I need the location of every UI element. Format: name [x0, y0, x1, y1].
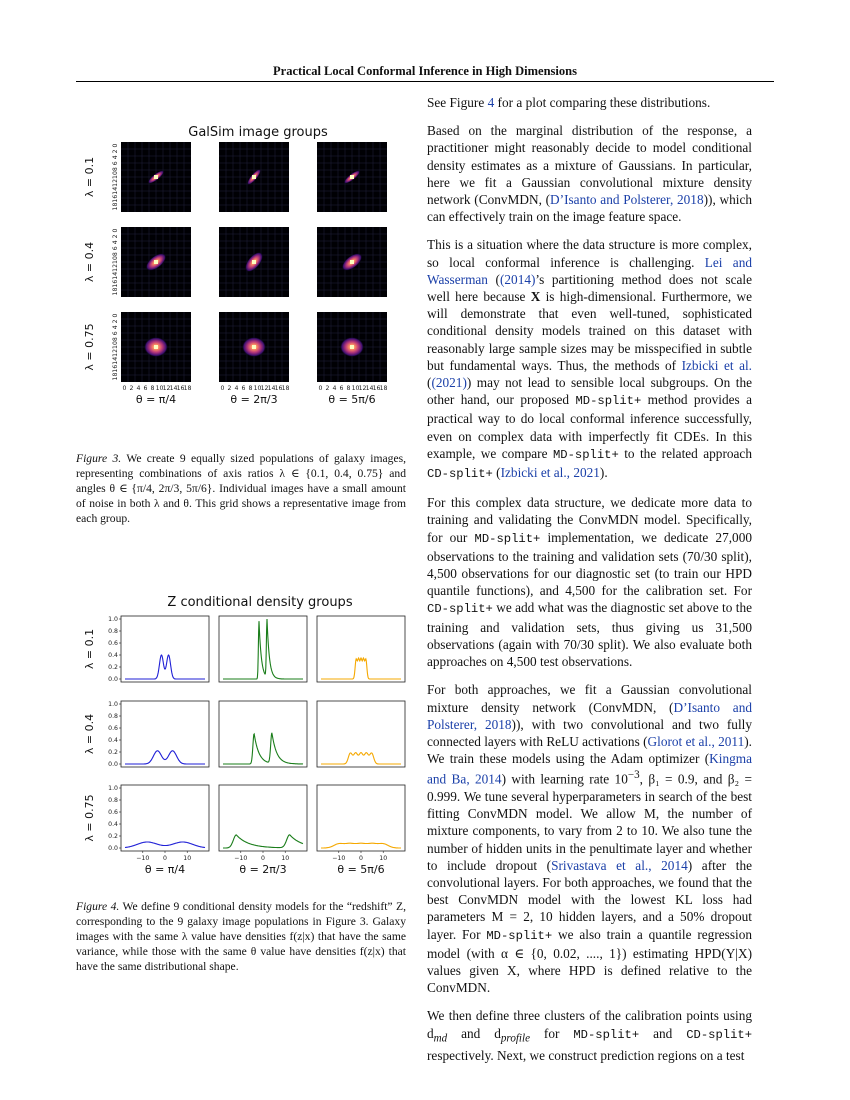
text: For this complex data structure, we dedicate more data to training and validating the ConvMDN model. Specifically, for our: [427, 495, 752, 545]
y-tick-label: 0.2: [108, 664, 118, 671]
x-tick-label: 8: [248, 385, 253, 392]
citation-lei-wasserman-year[interactable]: (2014): [499, 271, 536, 287]
x-tick-label: 10: [183, 855, 192, 862]
text: ) after the convolutional layers. For both approaches, we found that the best ConvMDN model with the lowest KL loss had parameters M = 2, 10 hidden layers, and a 50% dropout layer. For: [427, 857, 753, 942]
x-tick-label: 10: [281, 855, 290, 862]
y-tick-label: 0.8: [108, 797, 118, 804]
text: )), with two convolutional and two fully connected layers with ReLU activations (: [427, 716, 752, 749]
density-panel: [317, 616, 405, 682]
md-split: MD-split+: [474, 531, 541, 546]
bold-x: X: [530, 289, 541, 305]
row-label-lambda: λ = 0.75: [83, 323, 96, 371]
text: is high-dimensional. Furthermore, we will demonstrate that even well-tuned, sophisticated conditional density models trained on this dataset with reasonably large sample sizes may be misspecified in subtle but fundamental ways. Thus, the methods of: [427, 289, 752, 373]
paragraph-4: [427, 494, 752, 670]
x-tick-label: 4: [332, 385, 337, 392]
x-tick-label: 10: [253, 385, 262, 392]
text: for a plot comparing these distributions.: [494, 95, 711, 110]
x-tick-label: 4: [136, 385, 141, 392]
subscript: profile: [500, 1032, 531, 1045]
text: and: [639, 1025, 687, 1041]
text: See Figure: [427, 95, 488, 110]
x-tick-label: 0: [163, 855, 167, 862]
text: we also train a quantile regression model (with α ∈ {0, 0.02, ...., 1}) estimating HPD(Y|X) values given X, where HPD is defined relative to the ConvMDN.: [427, 926, 752, 996]
exponent: −3: [627, 769, 640, 782]
paragraph-5: [427, 681, 752, 996]
galaxy-core: [252, 260, 256, 264]
citation-izbicki[interactable]: Izbicki et al.: [681, 357, 752, 373]
galaxy-core: [350, 345, 354, 349]
citation-disanto-2018[interactable]: D’Isanto and Polsterer, 2018: [550, 192, 704, 208]
y-tick-label: 0.2: [108, 749, 118, 756]
citation-kingma-ba-2014[interactable]: Kingma and Ba, 2014: [427, 751, 752, 787]
x-tick-label: −10: [234, 855, 248, 862]
density-panel: [121, 785, 209, 851]
row-label-lambda: λ = 0.4: [83, 241, 96, 283]
text: For both approaches, we fit a Gaussian convolutional mixture density network (ConvMDN, (: [427, 682, 752, 715]
y-tick-label: 0.4: [108, 737, 118, 744]
x-tick-label: 18: [281, 385, 290, 392]
text: We then define three clusters of the calibration points using d: [427, 1008, 752, 1041]
y-tick-label: 0.6: [108, 725, 118, 732]
x-tick-label: 10: [379, 855, 388, 862]
x-tick-label: 0: [318, 385, 323, 392]
x-tick-label: 2: [325, 385, 330, 392]
text: implementation, we dedicate 27,000 observations to the training and validation sets (70/30 split), 4,500 observations for our diagnostic set (to train our HPD quantile functions), and 4,500 for the calibration set. For: [427, 529, 752, 599]
x-tick-label: 18: [183, 385, 192, 392]
y-tick-labels: 18161412108 6 4 2 0: [112, 143, 119, 211]
galaxy-core: [252, 345, 256, 349]
citation-izbicki-year[interactable]: (2021): [431, 375, 467, 391]
galaxy-core: [350, 260, 354, 264]
y-tick-labels: 18161412108 6 4 2 0: [112, 313, 119, 381]
x-tick-label: 18: [379, 385, 388, 392]
citation-srivastava-2014[interactable]: Srivastava et al., 2014: [551, 857, 688, 873]
row-label-lambda: λ = 0.75: [83, 794, 96, 842]
text: ) with learning rate 10: [501, 771, 628, 787]
y-tick-labels: 18161412108 6 4 2 0: [112, 228, 119, 296]
x-tick-label: 12: [358, 385, 367, 392]
text: and d: [447, 1025, 501, 1041]
running-title: Practical Local Conformal Inference in High Dimensions: [273, 64, 577, 78]
col-label-theta: θ = π/4: [144, 863, 186, 876]
text: ).: [599, 465, 608, 481]
header-rule: [76, 81, 774, 82]
col-label-theta: θ = π/4: [135, 393, 177, 406]
right-column: [427, 94, 752, 1076]
y-tick-label: 0.0: [108, 761, 118, 768]
x-tick-label: 0: [122, 385, 127, 392]
md-split: MD-split+: [486, 928, 553, 943]
density-panel: [317, 785, 405, 851]
md-split: MD-split+: [552, 447, 619, 462]
x-tick-label: 6: [143, 385, 148, 392]
text: )), which can effectively train on the image feature space.: [427, 192, 752, 225]
y-tick-label: 1.0: [108, 785, 118, 792]
y-tick-label: 0.0: [108, 676, 118, 683]
text: may not lead to sensible local subgroups. On the other hand, our proposed: [427, 375, 752, 408]
y-tick-label: 0.8: [108, 628, 118, 635]
text: ). We train these models using the Adam optimizer (: [427, 733, 752, 767]
x-tick-label: 16: [372, 385, 381, 392]
y-tick-label: 0.0: [108, 845, 118, 852]
x-tick-label: 8: [150, 385, 155, 392]
text: we add what was the diagnostic set above to the training and validation sets, thus giving us 31,500 observations (again with 70/30 split). We also evaluate both approaches on 4,500 test observations.: [427, 600, 752, 670]
paragraph-2: [427, 122, 752, 225]
figure-4-caption-lead: Figure 4.: [76, 900, 120, 913]
x-tick-label: 12: [162, 385, 171, 392]
y-tick-label: 0.4: [108, 821, 118, 828]
x-tick-label: 0: [359, 855, 363, 862]
x-tick-label: 10: [155, 385, 164, 392]
x-tick-label: 14: [169, 385, 178, 392]
density-panel: [121, 616, 209, 682]
y-tick-label: 1.0: [108, 701, 118, 708]
col-label-theta: θ = 2π/3: [239, 863, 287, 876]
galaxy-core: [252, 175, 256, 179]
figure-3-title: GalSim image groups: [188, 125, 328, 140]
x-tick-label: −10: [136, 855, 150, 862]
citation-lei-wasserman[interactable]: Lei and Wasserman: [427, 254, 752, 287]
y-tick-label: 0.6: [108, 640, 118, 647]
text: This is a situation where the data structure is more complex, so local conformal inference is challenging.: [427, 237, 752, 270]
x-tick-label: 6: [339, 385, 344, 392]
figure-4-link[interactable]: 4: [487, 95, 495, 110]
text: to the related approach: [618, 445, 752, 461]
x-tick-label: 0: [220, 385, 225, 392]
cd-split: CD-split+: [686, 1027, 753, 1042]
galaxy-core: [154, 260, 158, 264]
x-tick-label: 14: [267, 385, 276, 392]
galaxy-core: [154, 175, 158, 179]
citation-disanto-2018[interactable]: D’Isanto and Polsterer, 2018: [427, 699, 752, 732]
md-split: MD-split+: [575, 394, 642, 409]
density-panel: [317, 701, 405, 767]
x-tick-label: −10: [332, 855, 346, 862]
subscript: md: [433, 1032, 448, 1045]
figure-3-caption-text: We create 9 equally sized populations of galaxy images, representing combinations of axis ratios λ ∈ {0.1, 0.4, 0.75} and angles θ ∈ {π/4, 2π/3, 5π/6}. Individual images have a small amount of noise in both λ and θ. This grid shows a representative image from each group.: [76, 452, 406, 525]
x-tick-label: 2: [227, 385, 232, 392]
y-tick-label: 0.6: [108, 809, 118, 816]
x-tick-label: 8: [346, 385, 351, 392]
y-tick-label: 0.2: [108, 833, 118, 840]
y-tick-label: 1.0: [108, 616, 118, 623]
citation-izbicki-2021[interactable]: Izbicki et al., 2021: [500, 465, 600, 481]
galaxy-core: [154, 345, 158, 349]
x-tick-label: 12: [260, 385, 269, 392]
text: ’s partitioning method does not scale well here because: [427, 271, 752, 305]
text: for: [530, 1025, 574, 1041]
figure-4-caption: [76, 899, 406, 974]
text: Based on the marginal distribution of the response, a practitioner might reasonably decide to model conditional density estimates as a mixture of Gaussians. In particular, here we fit a Gaussian convolutional mixture density network (ConvMDN, (: [427, 123, 752, 208]
row-label-lambda: λ = 0.1: [83, 628, 96, 670]
galaxy-core: [350, 175, 354, 179]
density-panel: [121, 701, 209, 767]
paragraph-1: [427, 94, 752, 111]
figure-4-caption-text: We define 9 conditional density models for the “redshift” Z, corresponding to the 9 galaxy image populations in Figure 3. Galaxy images with the same λ value have densities f(z|x) that have the same variance, while those with the same θ value have densities f(z|x) that have the same distributional shape.: [76, 900, 406, 973]
x-tick-label: 4: [234, 385, 239, 392]
col-label-theta: θ = 5π/6: [328, 393, 376, 406]
text: (: [492, 465, 501, 481]
density-panel: [219, 785, 307, 851]
x-tick-label: 16: [176, 385, 185, 392]
cd-split: CD-split+: [427, 602, 493, 617]
left-column: [76, 90, 406, 974]
figure-3-caption-lead: Figure 3.: [76, 452, 122, 465]
cd-split: CD-split+: [427, 467, 493, 482]
density-panel: [219, 616, 307, 682]
row-label-lambda: λ = 0.4: [83, 713, 96, 755]
figure-3-caption: [76, 451, 406, 526]
density-panel: [219, 701, 307, 767]
x-tick-label: 0: [261, 855, 265, 862]
text: , β₁ = 0.9, and β₂ = 0.999. We tune several hyperparameters in search of the best fitting ConvMDN model. We allow M, the number of mixture components, to vary from 2 to 10. We also tune the number of hidden units in the penultimate layer and whether to include dropout (: [427, 771, 752, 873]
paragraph-6: [427, 1007, 752, 1064]
x-tick-label: 16: [274, 385, 283, 392]
md-split: MD-split+: [573, 1027, 640, 1042]
citation-glorot-2011[interactable]: Glorot et al., 2011: [647, 733, 745, 749]
figure-4-density-grid: [76, 570, 406, 876]
figure-3-galsim-grid: [76, 90, 406, 410]
y-tick-label: 0.4: [108, 652, 118, 659]
col-label-theta: θ = 2π/3: [230, 393, 278, 406]
text: method provides a practical way to do local conformal inference successfully, even on complex data with imperfectly fit CDEs. In this example, we compare: [427, 392, 752, 461]
x-tick-label: 14: [365, 385, 374, 392]
paragraph-3: This is a situation where the data structure is more complex, so local conformal inference is challenging. Lei and Wasserman ((2014)’s partitioning method does not scale well here because X is high-dimensional. Furthermore, we will demonstrate that even well-tuned, sophisticated conditional density models trained on this dataset with reasonably large sample sizes may be misspecified in subtle but fundamental ways. Thus, the methods of Izbicki et al. ((2021)) may not lead to sensible local subgroups. On the other hand, our proposed MD-split+ method provides a practical way to do local conformal inference successfully, even on complex data with imperfectly fit CDEs. In this example, we compare MD-split+ to the related approach CD-split+ (Izbicki et al., 2021).: [427, 237, 752, 482]
text: respectively. Next, we construct prediction regions on a test: [427, 1048, 745, 1064]
x-tick-label: 10: [351, 385, 360, 392]
row-label-lambda: λ = 0.1: [83, 156, 96, 198]
x-tick-label: 2: [129, 385, 134, 392]
figure-4-title: Z conditional density groups: [167, 595, 353, 610]
col-label-theta: θ = 5π/6: [337, 863, 385, 876]
x-tick-label: 6: [241, 385, 246, 392]
y-tick-label: 0.8: [108, 713, 118, 720]
